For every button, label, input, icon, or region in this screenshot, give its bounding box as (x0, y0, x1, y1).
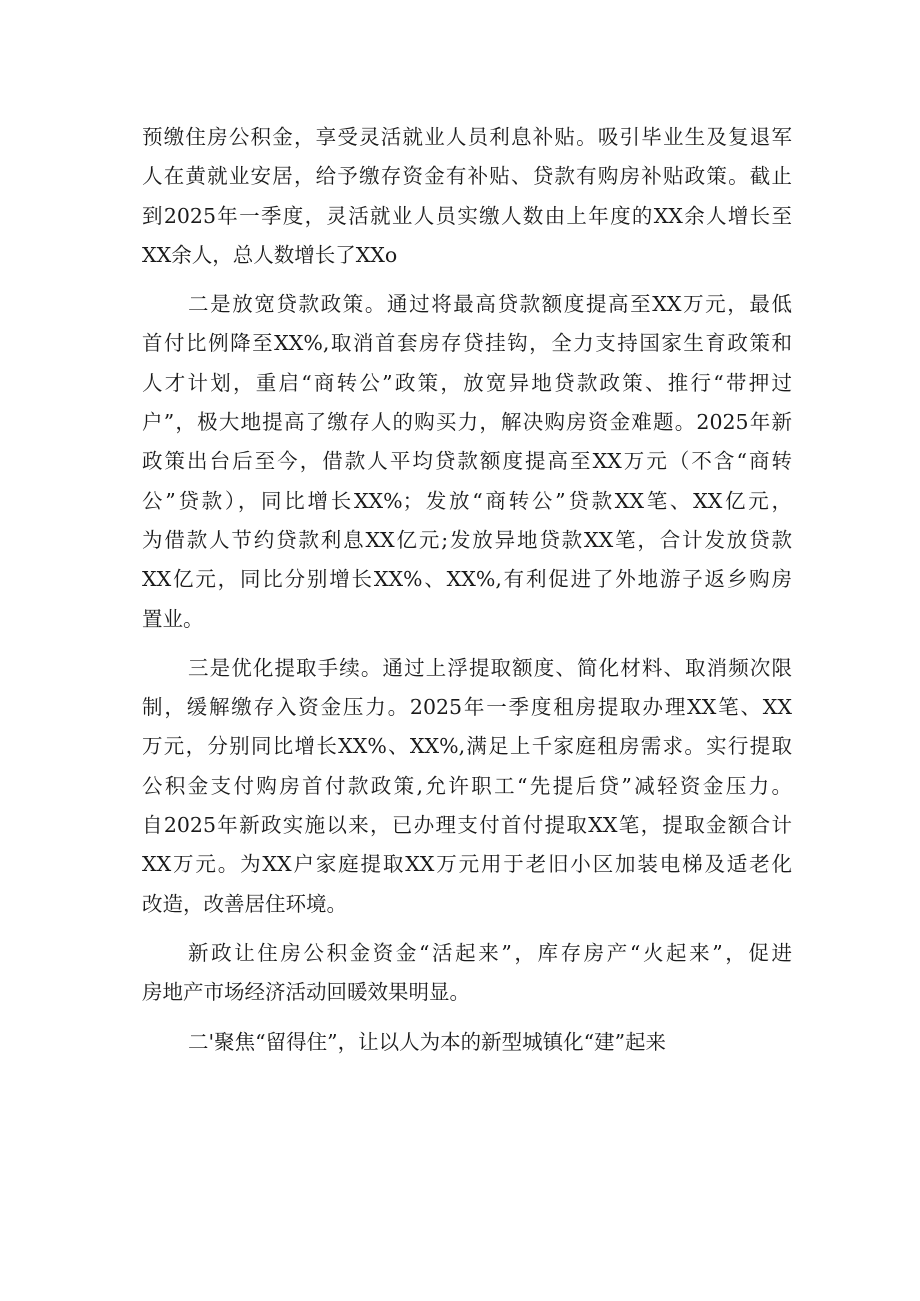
text-line: 万元，分别同比增长XX%、XX%,满足上千家庭租房需求。实行提取 (142, 734, 792, 759)
text-line: 制，缓解缴存入资金压力。2025年一季度租房提取办理XX笔、XX (142, 695, 792, 720)
text-line: 新政让住房公积金资金“活起来”，库存房产“火起来”，促进 (188, 940, 792, 965)
text-line: 为借款人节约贷款利息XX亿元;发放异地贷款XX笔，合计发放贷款 (142, 527, 792, 552)
text-line: XX万元。为XX户家庭提取XX万元用于老旧小区加装电梯及适老化 (142, 852, 792, 877)
text-line: 人在黄就业安居，给予缴存资金有补贴、贷款有购房补贴政策。截止 (142, 164, 792, 189)
text-line: 三是优化提取手续。通过上浮提取额度、简化材料、取消频次限 (188, 655, 792, 680)
text-line: 置业。 (142, 606, 204, 631)
text-line: 房地产市场经济活动回暖效果明显。 (142, 980, 470, 1005)
text-line: 政策出台后至今，借款人平均贷款额度提高至XX万元（不含“商转 (142, 449, 792, 474)
text-line: XX余人，总人数增长了XXo (142, 242, 398, 267)
text-line: 预缴住房公积金，享受灵活就业人员利息补贴。吸引毕业生及复退军 (142, 125, 792, 149)
text-line: 二是放宽贷款政策。通过将最高贷款额度提高至XX万元，最低 (188, 292, 792, 317)
text-line: 人才计划，重启“商转公”政策，放宽异地贷款政策、推行“带押过 (142, 370, 792, 395)
body-text (142, 118, 792, 1062)
text-line: 改造，改善居住环境。 (142, 891, 347, 916)
paragraph (142, 649, 792, 924)
text-line: 公”贷款），同比增长XX%；发放“商转公”贷款XX笔、XX亿元， (142, 488, 792, 513)
text-line: XX亿元，同比分别增长XX%、XX%,有利促进了外地游子返乡购房 (142, 567, 792, 592)
paragraph (142, 934, 792, 1013)
text-line: 公积金支付购房首付款政策,允许职工“先提后贷”减轻资金压力。 (142, 773, 792, 798)
text-line: 到2025年一季度，灵活就业人员实缴人数由上年度的XX余人增长至 (142, 203, 792, 228)
text-line: 自2025年新政实施以来，已办理支付首付提取XX笔，提取金额合计 (142, 813, 792, 838)
paragraph (142, 285, 792, 639)
paragraph (142, 118, 792, 275)
section-heading (142, 1023, 792, 1062)
text-line: 首付比例降至XX%,取消首套房存贷挂钩，全力支持国家生育政策和 (142, 331, 792, 356)
text-line: 户”，极大地提高了缴存人的购买力，解决购房资金难题。2025年新 (142, 410, 792, 435)
text-line: 二'聚焦“留得住”，让以人为本的新型城镇化“建”起来 (188, 1029, 667, 1054)
